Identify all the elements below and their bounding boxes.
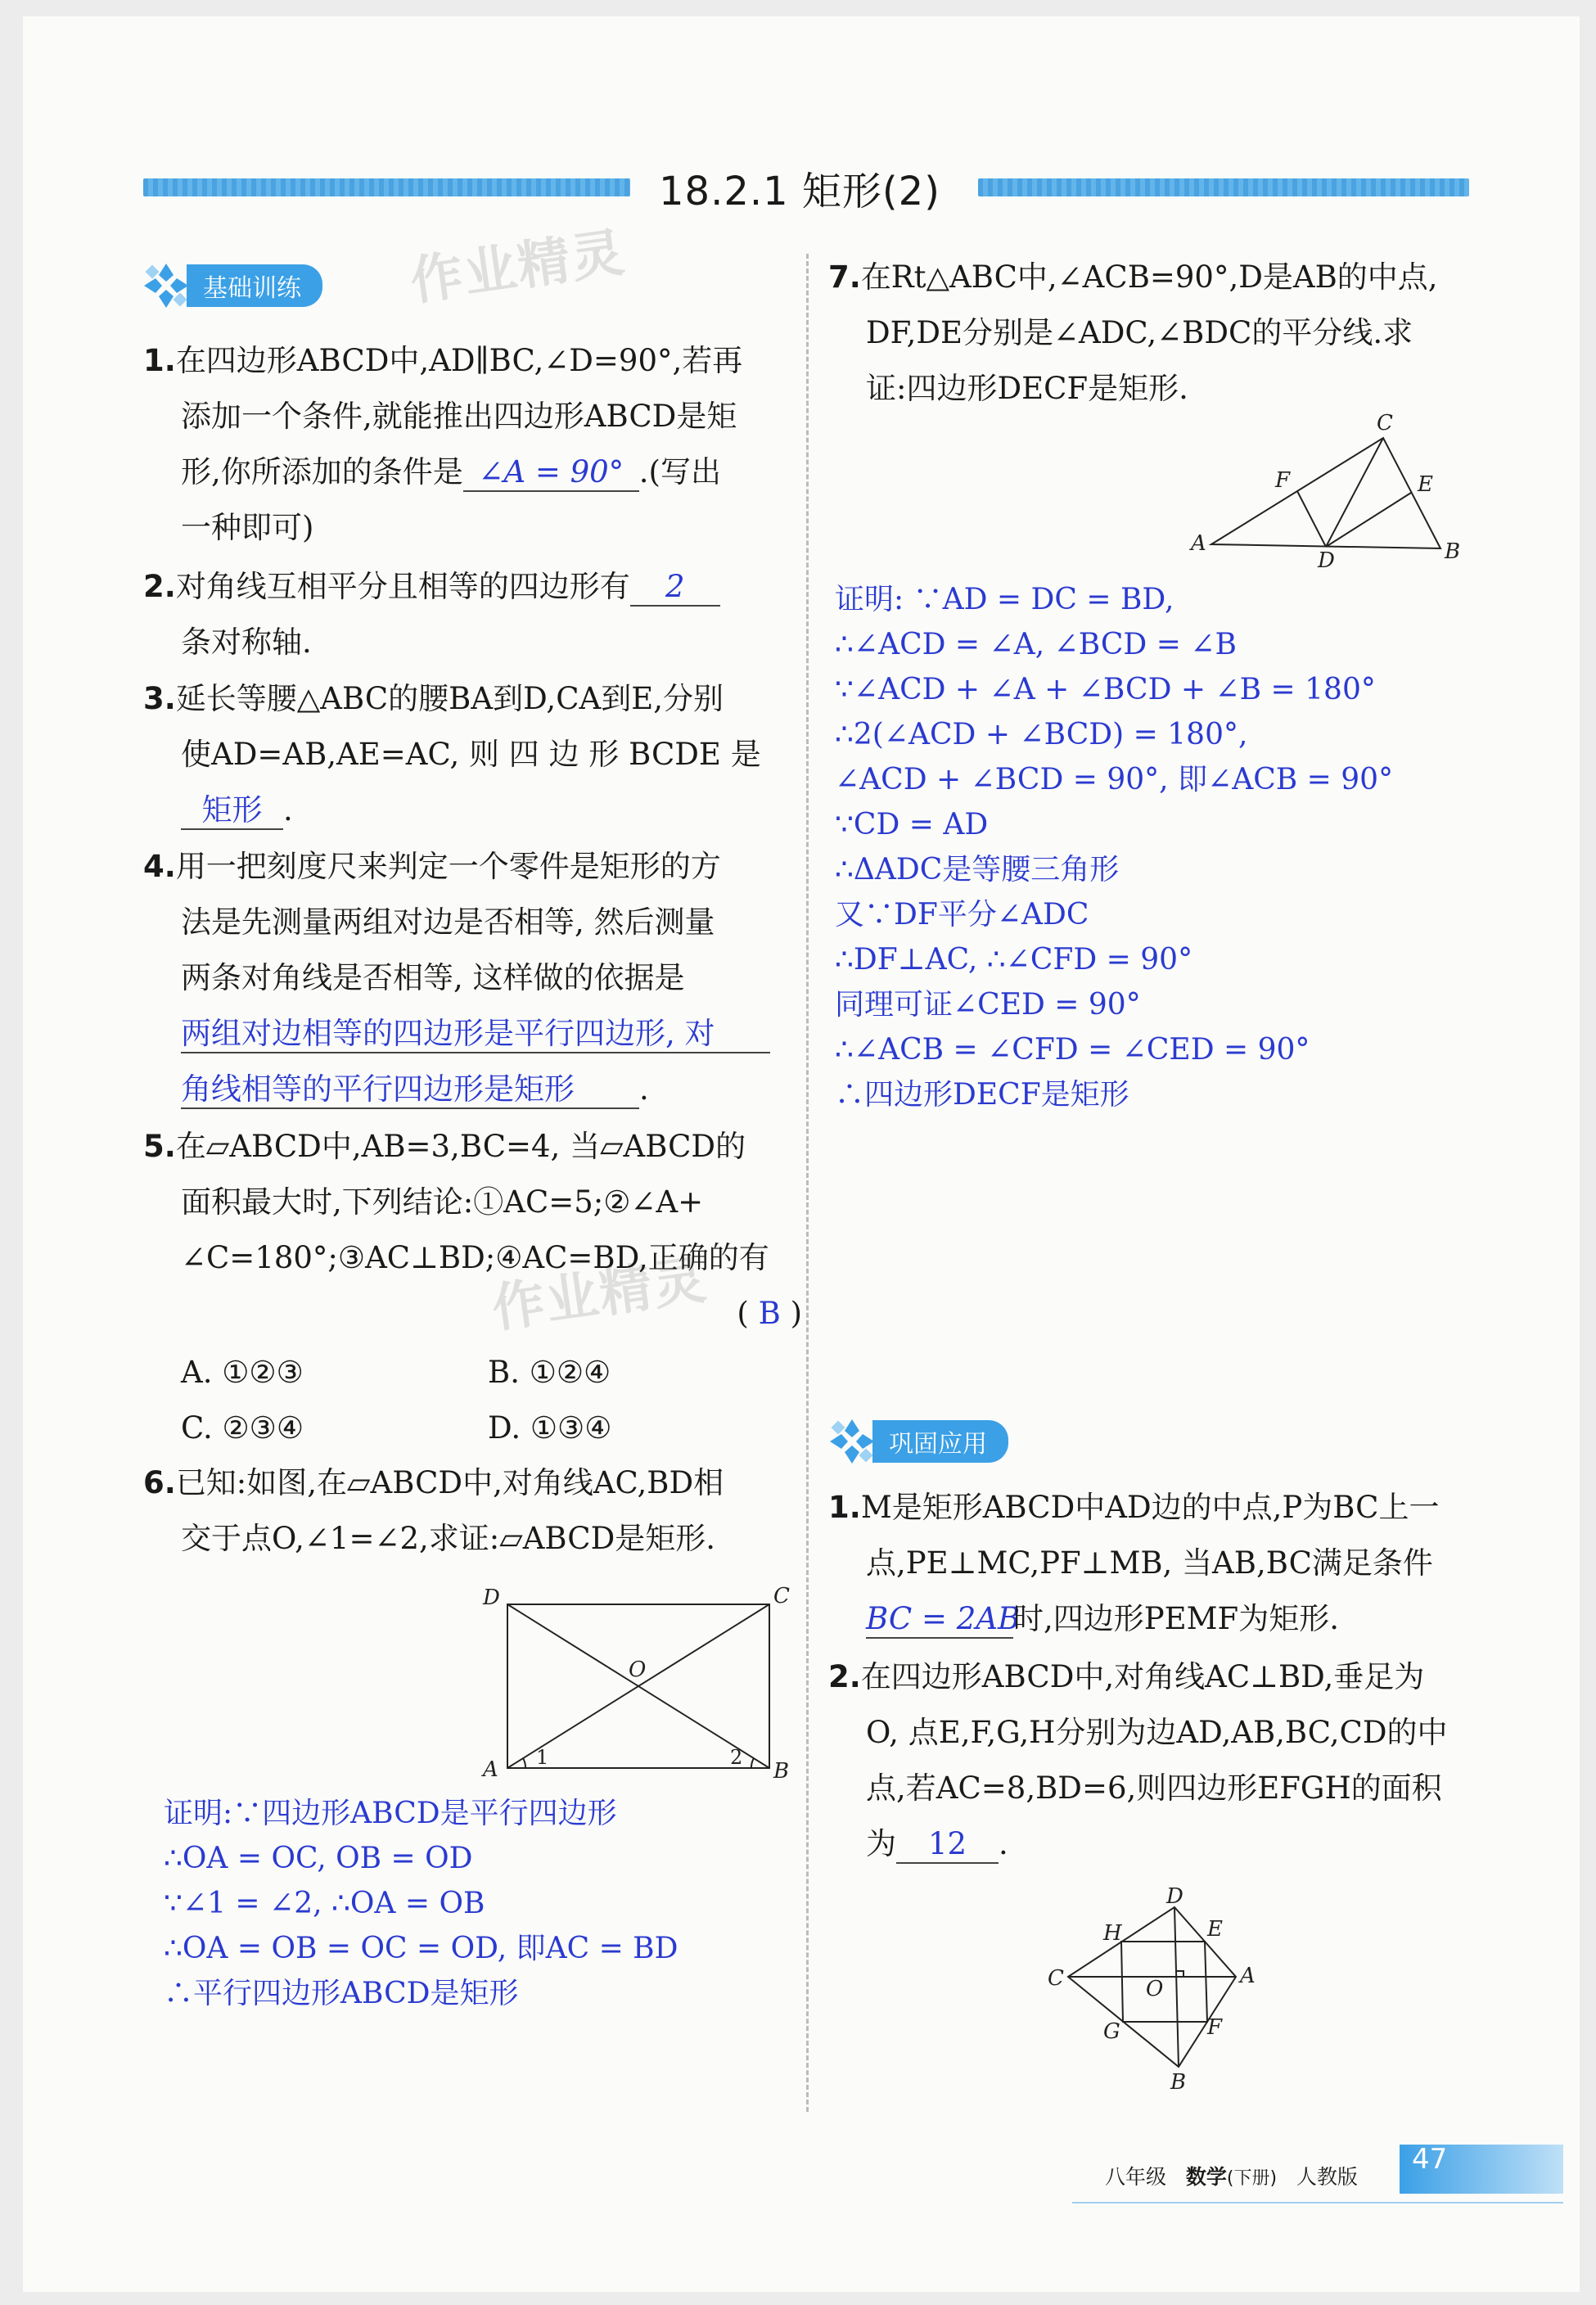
footer-rule [1072, 2202, 1563, 2204]
section-header-basic [141, 260, 322, 311]
page-number: 47 [1412, 2143, 1448, 2176]
watermark: 作业精灵 [488, 1249, 711, 1340]
section-header-apply [827, 1416, 1008, 1467]
answer-blank[interactable] [181, 792, 283, 830]
proof-line: ∵CD = AD [835, 808, 989, 841]
page-title: 18.2.1 矩形(2) [659, 169, 940, 214]
svg-text:D: D [1166, 1884, 1183, 1909]
answer-text: ∠A = 90° [478, 454, 624, 489]
answer-blank[interactable] [896, 1826, 999, 1864]
footer-subject: 数学 [1185, 2165, 1227, 2189]
svg-text:C: C [1377, 411, 1393, 435]
svg-text:B: B [1170, 2070, 1187, 2095]
svg-text:C: C [1048, 1966, 1064, 1991]
option-c: C. ②③④ [181, 1410, 304, 1446]
svg-text:B: B [1445, 539, 1461, 564]
answer-text: 12 [927, 1826, 967, 1861]
option-d: D. ①③④ [488, 1410, 612, 1446]
proof-line: ∴OA = OC, OB = OD [164, 1842, 473, 1875]
question-5: 5.在▱ABCD中,AB=3,BC=4, 当▱ABCD的 面积最大时,下列结论:①AC=5;②∠A+ ∠C=180°;③AC⊥BD;④AC=BD,正确的有 ( B ) A. ①②③ B. ①②④ C. ②③④ D. ①③④ [143, 1119, 806, 1456]
svg-text:B: B [773, 1759, 790, 1784]
question-1 [143, 333, 806, 556]
figure-rectangle-abcd [475, 1580, 794, 1784]
watermark: 作业精灵 [406, 222, 629, 313]
svg-text:H: H [1103, 1921, 1122, 1946]
answer-text: 2 [665, 569, 685, 604]
svg-text:A: A [483, 1757, 498, 1782]
proof-line: 证明:∵四边形ABCD是平行四边形 [164, 1797, 617, 1830]
proof-line: ∠ACD + ∠BCD = 90°, 即∠ACB = 90° [835, 763, 1394, 796]
question-number: 1. [143, 343, 176, 378]
svg-text:G: G [1103, 2019, 1120, 2044]
question-text: 在四边形ABCD中,AD∥BC,∠D=90°,若再 [175, 343, 743, 378]
footer-volume: (下册) [1226, 2168, 1278, 2189]
proof-line: ∴2(∠ACD + ∠BCD) = 180°, [835, 718, 1248, 751]
answer-blank[interactable] [866, 1601, 1021, 1639]
question-text: 添加一个条件,就能推出四边形ABCD是矩 [181, 399, 737, 434]
answer-blank[interactable] [181, 1071, 639, 1109]
title-bar-right [978, 178, 1469, 196]
question-3: 3.延长等腰△ABC的腰BA到D,CA到E,分别 使AD=AB,AE=AC, 则 四 边 形 BCDE 是 矩形 . [143, 671, 806, 838]
proof-line: 又∵DF平分∠ADC [835, 898, 1089, 931]
section-label: 基础训练 [187, 264, 322, 307]
svg-text:D: D [1318, 548, 1335, 573]
footer-grade: 八年级 [1105, 2165, 1167, 2189]
option-a: A. ①②③ [181, 1355, 304, 1390]
proof-line: 同理可证∠CED = 90° [835, 988, 1141, 1022]
figure-quadrilateral-efgh [1039, 1883, 1256, 2095]
question-text: 形,你所添加的条件是 [181, 454, 463, 489]
svg-text:1: 1 [536, 1746, 549, 1769]
question-6: 6.已知:如图,在▱ABCD中,对角线AC,BD相 交于点O,∠1=∠2,求证:▱ABCD是矩形. [143, 1465, 724, 1556]
proof-line: ∴∠ACB = ∠CFD = ∠CED = 90° [835, 1033, 1310, 1067]
option-b: B. ①②④ [488, 1355, 611, 1390]
answer-choice: B [758, 1296, 781, 1331]
svg-text:F: F [1275, 468, 1291, 493]
apply-question-2: 2.在四边形ABCD中,对角线AC⊥BD,垂足为 O, 点E,F,G,H分别为边AD,AB,BC,CD的中 点,若AC=8,BD=6,则四边形EFGH的面积 为 12 . [828, 1649, 1483, 1872]
proof-line: 证明: ∵AD = DC = BD, [835, 583, 1174, 616]
footer-edition: 人教版 [1296, 2165, 1358, 2189]
footer [1105, 2161, 1358, 2190]
proof-line: ∴OA = OB = OC = OD, 即AC = BD [164, 1932, 679, 1965]
question-4: 4.用一把刻度尺来判定一个零件是矩形的方 法是先测量两组对边是否相等, 然后测量 两条对角线是否相等, 这样做的依据是 两组对边相等的四边形是平行四边形, 对 角线相等的平行四边形是矩形 . [143, 839, 806, 1117]
flower-icon [141, 260, 192, 311]
proof-line: ∴∠ACD = ∠A, ∠BCD = ∠B [835, 628, 1237, 661]
proof-line: ∵∠ACD + ∠A + ∠BCD + ∠B = 180° [835, 673, 1376, 706]
proof-line: ∵∠1 = ∠2, ∴OA = OB [164, 1887, 485, 1920]
figure-triangle-abc [1187, 409, 1473, 573]
flower-icon [827, 1416, 877, 1467]
question-text: .(写出 [638, 454, 721, 489]
svg-text:F: F [1207, 2015, 1223, 2040]
question-7: 7.在Rt△ABC中,∠ACB=90°,D是AB的中点, DF,DE分别是∠ADC,∠BDC的平分线.求 证:四边形DECF是矩形. [828, 259, 1438, 406]
proof-line: ∴平行四边形ABCD是矩形 [164, 1977, 519, 2010]
proof-line: ∴四边形DECF是矩形 [835, 1078, 1129, 1112]
column-divider [806, 254, 809, 2112]
svg-text:O: O [629, 1658, 647, 1682]
svg-text:O: O [1146, 1977, 1164, 2001]
svg-text:E: E [1418, 472, 1433, 497]
title-bar-left [143, 178, 630, 196]
question-2: 2.对角线互相平分且相等的四边形有 2 条对称轴. [143, 559, 806, 670]
answer-text: BC = 2AB [866, 1601, 1021, 1636]
svg-text:D: D [483, 1586, 500, 1610]
answer-blank[interactable] [181, 1016, 770, 1053]
answer-text: 角线相等的平行四边形是矩形 [181, 1071, 575, 1107]
proof-q7 [835, 577, 1393, 1117]
svg-text:A: A [1240, 1964, 1256, 1988]
proof-q6 [164, 1791, 679, 2016]
answer-blank[interactable] [630, 569, 720, 607]
svg-text:E: E [1207, 1917, 1223, 1942]
question-text: 一种即可) [181, 510, 314, 545]
answer-text: 两组对边相等的四边形是平行四边形, 对 [181, 1016, 715, 1051]
answer-text: 矩形 [201, 792, 263, 828]
svg-text:2: 2 [730, 1746, 743, 1769]
apply-question-1: 1.M是矩形ABCD中AD边的中点,P为BC上一 点,PE⊥MC,PF⊥MB, 当AB,BC满足条件 BC = 2AB时,四边形PEMF为矩形. [828, 1480, 1483, 1647]
svg-text:A: A [1191, 531, 1206, 556]
svg-text:C: C [773, 1584, 790, 1608]
answer-blank[interactable] [463, 454, 639, 492]
proof-line: ∴ΔADC是等腰三角形 [835, 853, 1120, 886]
section-label: 巩固应用 [872, 1420, 1008, 1463]
proof-line: ∴DF⊥AC, ∴∠CFD = 90° [835, 943, 1193, 977]
